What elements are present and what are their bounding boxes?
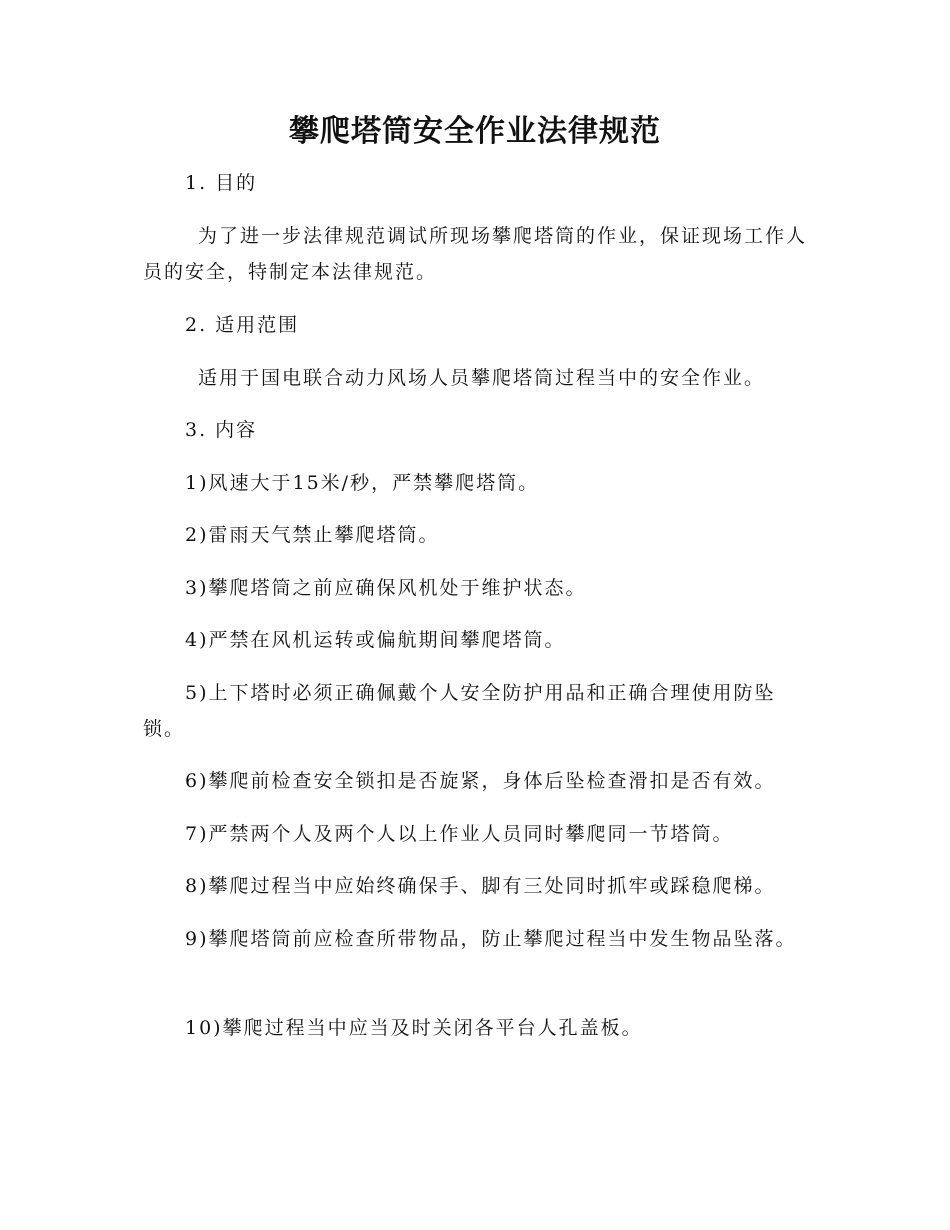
list-item: 6)攀爬前检查安全锁扣是否旋紧，身体后坠检查滑扣是否有效。 xyxy=(185,770,776,792)
list-item: 7)严禁两个人及两个人以上作业人员同时攀爬同一节塔筒。 xyxy=(185,823,734,845)
document-title: 攀爬塔筒安全作业法律规范 xyxy=(289,114,661,149)
section-heading-content: 3. 内容 xyxy=(185,419,258,441)
section-heading-scope: 2. 适用范围 xyxy=(185,314,300,336)
list-item: 9)攀爬塔筒前应检查所带物品，防止攀爬过程当中发生物品坠落。 xyxy=(185,928,797,950)
section-text-scope: 适用于国电联合动力风场人员攀爬塔筒过程当中的安全作业。 xyxy=(198,367,766,389)
list-item: 4)严禁在风机运转或偏航期间攀爬塔筒。 xyxy=(185,629,566,651)
list-item: 3)攀爬塔筒之前应确保风机处于维护状态。 xyxy=(185,577,587,599)
section-heading-purpose: 1. 目的 xyxy=(185,172,258,194)
section-text-purpose: 为了进一步法律规范调试所现场攀爬塔筒的作业，保证现场工作人员的安全，特制定本法律规范。 xyxy=(143,225,808,283)
list-item: 10)攀爬过程当中应当及时关闭各平台人孔盖板。 xyxy=(185,1017,643,1039)
list-item: 1)风速大于15米/秒，严禁攀爬塔筒。 xyxy=(185,472,540,494)
list-item: 2)雷雨天气禁止攀爬塔筒。 xyxy=(185,524,440,546)
list-item: 8)攀爬过程当中应始终确保手、脚有三处同时抓牢或踩稳爬梯。 xyxy=(185,875,776,897)
list-item: 5)上下塔时必须正确佩戴个人安全防护用品和正确合理使用防坠锁。 xyxy=(143,682,776,740)
